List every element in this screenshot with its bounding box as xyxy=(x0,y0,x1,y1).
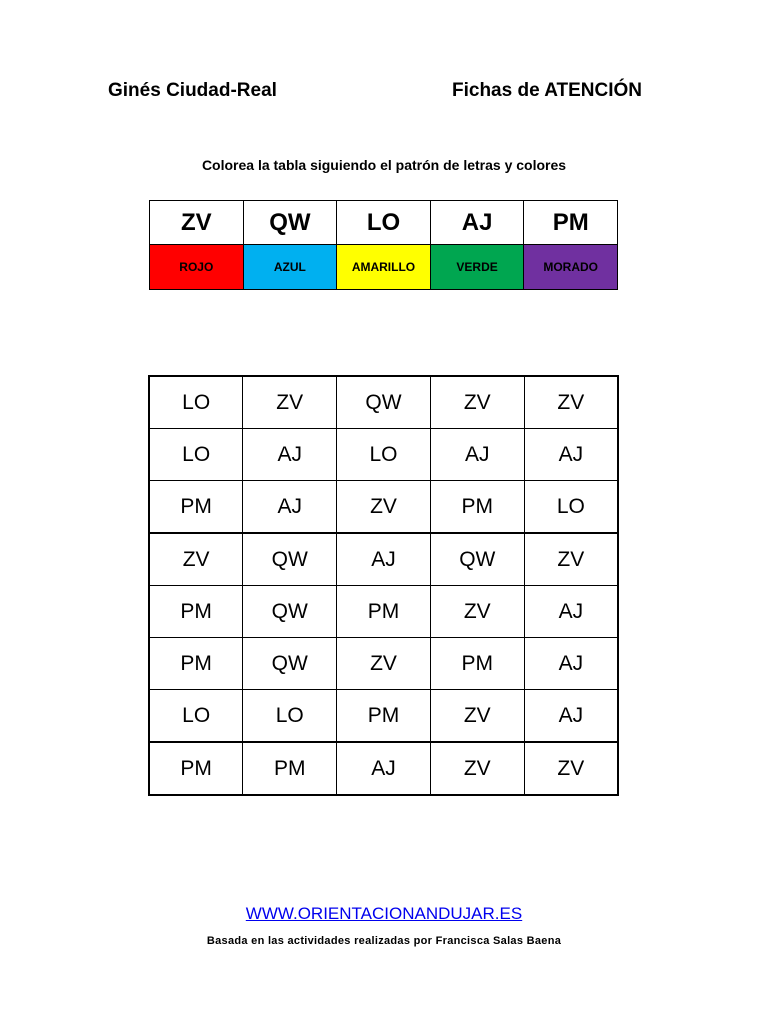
grid-row xyxy=(149,690,618,743)
grid-cell[interactable]: PM xyxy=(430,481,524,534)
grid-cell[interactable]: AJ xyxy=(524,638,618,690)
grid-row xyxy=(149,376,618,429)
grid-cell[interactable]: AJ xyxy=(430,429,524,481)
grid-cell[interactable]: AJ xyxy=(524,429,618,481)
grid-cell[interactable]: AJ xyxy=(524,690,618,743)
worksheet-title: Fichas de ATENCIÓN xyxy=(452,80,643,101)
grid-cell[interactable]: AJ xyxy=(243,481,337,534)
key-color-swatch: ROJO xyxy=(150,245,244,290)
grid-cell[interactable]: QW xyxy=(430,533,524,586)
grid-cell[interactable]: AJ xyxy=(524,586,618,638)
key-color-swatch: AMARILLO xyxy=(337,245,431,290)
grid-cell[interactable]: ZV xyxy=(524,376,618,429)
grid-cell[interactable]: PM xyxy=(430,638,524,690)
color-key-table xyxy=(149,200,618,290)
grid-cell[interactable]: ZV xyxy=(524,533,618,586)
key-color-swatch: MORADO xyxy=(524,245,618,290)
grid-cell[interactable]: ZV xyxy=(337,481,431,534)
grid-cell[interactable]: QW xyxy=(243,533,337,586)
grid-cell[interactable]: PM xyxy=(337,690,431,743)
grid-cell[interactable]: ZV xyxy=(430,586,524,638)
grid-cell[interactable]: PM xyxy=(149,586,243,638)
key-code: ZV xyxy=(150,201,244,245)
grid-cell[interactable]: PM xyxy=(149,481,243,534)
coloring-grid xyxy=(148,375,619,796)
grid-cell[interactable]: ZV xyxy=(149,533,243,586)
grid-cell[interactable]: QW xyxy=(337,376,431,429)
grid-cell[interactable]: PM xyxy=(149,742,243,795)
instruction-text: Colorea la tabla siguiendo el patrón de letras y colores xyxy=(201,157,567,173)
key-color-row xyxy=(150,245,618,290)
grid-cell[interactable]: ZV xyxy=(430,742,524,795)
grid-row xyxy=(149,586,618,638)
author-name: Ginés Ciudad-Real xyxy=(108,80,277,101)
grid-cell[interactable]: QW xyxy=(243,586,337,638)
grid-row xyxy=(149,481,618,534)
grid-cell[interactable]: PM xyxy=(243,742,337,795)
grid-cell[interactable]: ZV xyxy=(524,742,618,795)
grid-cell[interactable]: PM xyxy=(149,638,243,690)
key-code: QW xyxy=(243,201,337,245)
key-code: PM xyxy=(524,201,618,245)
grid-cell[interactable]: QW xyxy=(243,638,337,690)
grid-cell[interactable]: LO xyxy=(524,481,618,534)
credit-note: Basada en las actividades realizadas por Francisca Salas Baena xyxy=(206,935,562,947)
grid-cell[interactable]: PM xyxy=(337,586,431,638)
grid-row xyxy=(149,638,618,690)
grid-cell[interactable]: AJ xyxy=(337,533,431,586)
key-color-swatch: VERDE xyxy=(430,245,524,290)
grid-cell[interactable]: AJ xyxy=(243,429,337,481)
key-code-row xyxy=(150,201,618,245)
website-link[interactable]: WWW.ORIENTACIONANDUJAR.ES xyxy=(245,904,523,923)
grid-row xyxy=(149,533,618,586)
key-code: AJ xyxy=(430,201,524,245)
grid-cell[interactable]: ZV xyxy=(430,690,524,743)
grid-cell[interactable]: LO xyxy=(149,429,243,481)
grid-cell[interactable]: LO xyxy=(337,429,431,481)
grid-cell[interactable]: AJ xyxy=(337,742,431,795)
grid-cell[interactable]: LO xyxy=(149,690,243,743)
grid-cell[interactable]: ZV xyxy=(430,376,524,429)
grid-cell[interactable]: LO xyxy=(149,376,243,429)
grid-row xyxy=(149,429,618,481)
grid-cell[interactable]: LO xyxy=(243,690,337,743)
grid-cell[interactable]: ZV xyxy=(243,376,337,429)
grid-cell[interactable]: ZV xyxy=(337,638,431,690)
key-color-swatch: AZUL xyxy=(243,245,337,290)
key-code: LO xyxy=(337,201,431,245)
grid-row xyxy=(149,742,618,795)
